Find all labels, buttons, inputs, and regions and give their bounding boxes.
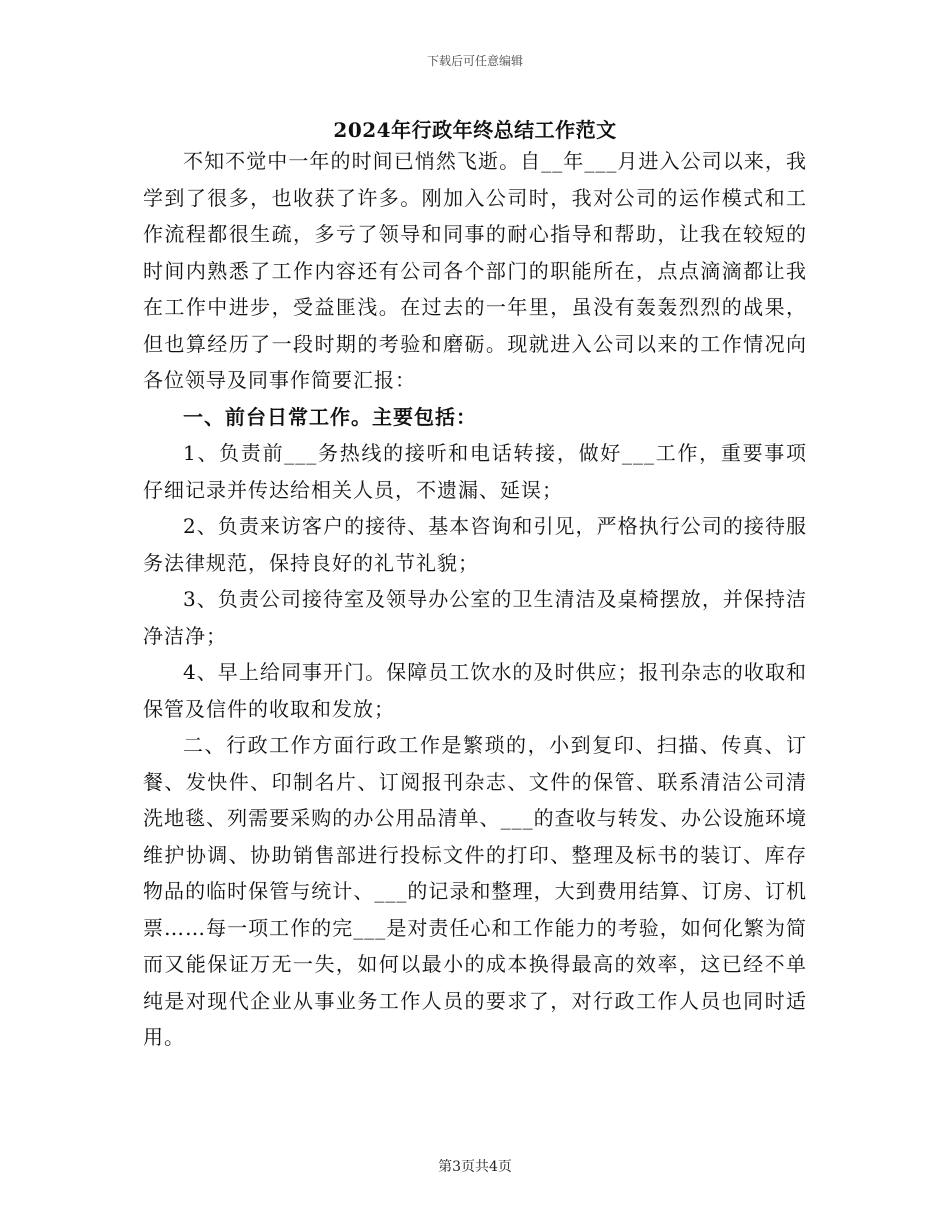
intro-paragraph: 不知不觉中一年的时间已悄然飞逝。自__年___月进入公司以来，我学到了很多，也收获了许多。刚加入公司时，我对公司的运作模式和工作流程都很生疏，多亏了领导和同事的耐心指导和帮助，让我在较短的时间内熟悉了工作内容还有公司各个部门的职能所在，点点滴滴都让我在工作中进步，受益匪浅。在过去的一年里，虽没有轰轰烈烈的战果，但也算经历了一段时期的考验和磨砺。现就进入公司以来的工作情况向各位领导及同事作简要汇报： bbox=[143, 149, 807, 392]
header-note: 下载后可任意编辑 bbox=[426, 54, 523, 68]
list-item-3: 3、负责公司接待室及领导办公室的卫生清洁及桌椅摆放，并保持洁净洁净； bbox=[143, 587, 807, 648]
document-body bbox=[143, 143, 807, 1056]
admin-work-paragraph: 二、行政工作方面行政工作是繁琐的，小到复印、扫描、传真、订餐、发快件、印制名片、订阅报刊杂志、文件的保管、联系清洁公司清洗地毯、列需要采购的办公用品清单、___的查收与转发、办公设施环境维护协调、协助销售部进行投标文件的打印、整理及标书的装订、库存物品的临时保管与统计、___的记录和整理，大到费用结算、订房、订机票……每一项工作的完___是对责任心和工作能力的考验，如何化繁为简而又能保证万无一失，如何以最小的成本换得最高的效率，这已经不单纯是对现代企业从事业务工作人员的要求了，对行政工作人员也同时适用。 bbox=[143, 733, 807, 1049]
section-heading-front-desk: 一、前台日常工作。主要包括： bbox=[183, 404, 477, 429]
list-item-4: 4、早上给同事开门。保障员工饮水的及时供应；报刊杂志的收取和保管及信件的收取和发放； bbox=[143, 660, 807, 721]
list-item-1: 1、负责前___务热线的接听和电话转接，做好___工作，重要事项仔细记录并传达给相关人员，不遗漏、延误； bbox=[143, 441, 807, 502]
page-number-footer: 第3页共4页 bbox=[438, 1159, 512, 1175]
list-item-2: 2、负责来访客户的接待、基本咨询和引见，严格执行公司的接待服务法律规范，保持良好的礼节礼貌； bbox=[143, 514, 807, 575]
document-title: 2024年行政年终总结工作范文 bbox=[333, 118, 617, 142]
